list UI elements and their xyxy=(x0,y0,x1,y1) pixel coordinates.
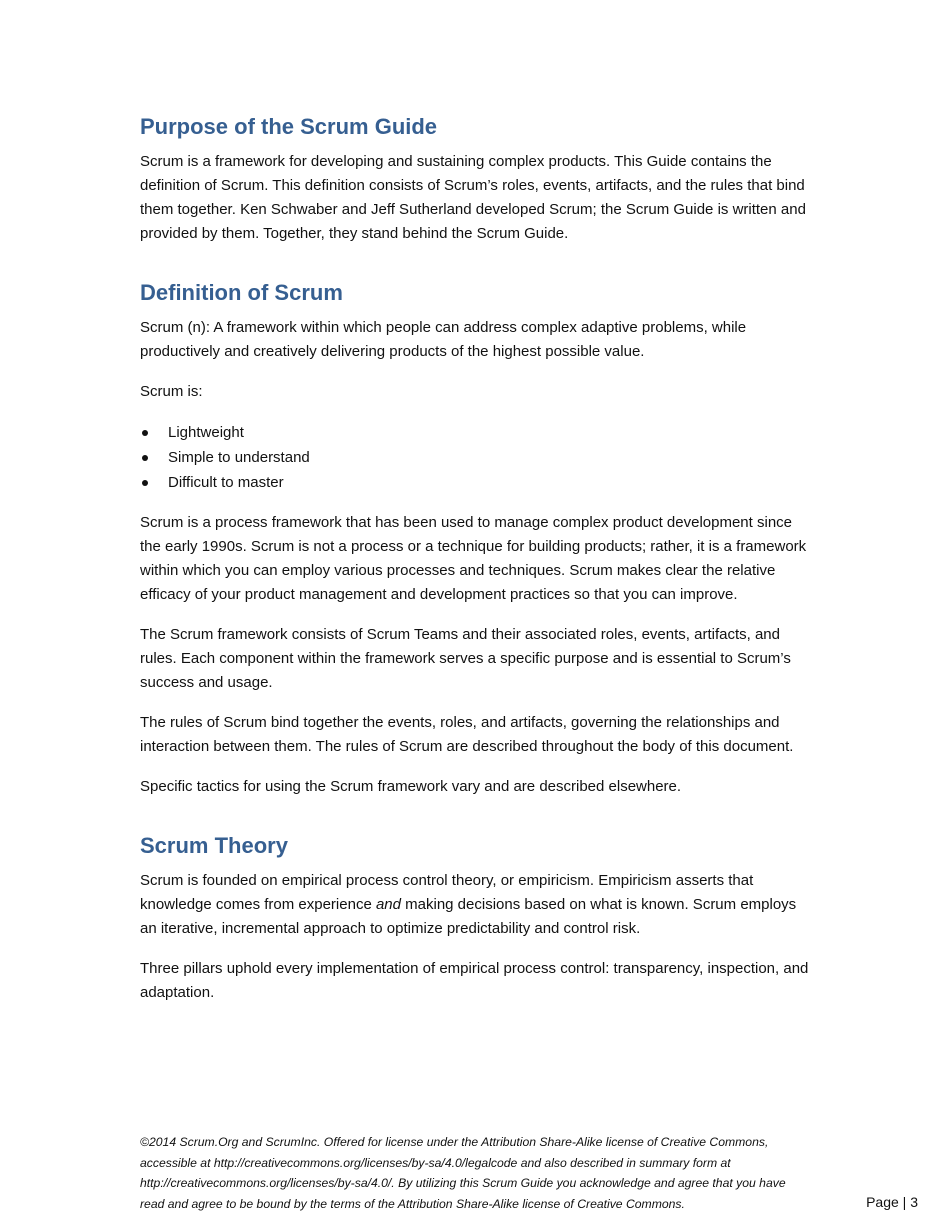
theory-paragraph-2: Three pillars uphold every implementation of empirical process control: transparency, inspection, and adaptation. xyxy=(140,960,809,1001)
page-number: Page | 3 xyxy=(866,1194,918,1210)
definition-paragraph-5: The rules of Scrum bind together the events, roles, and artifacts, governing the relationships and interaction between them. The rules of Scrum are described throughout the body of this document. xyxy=(140,714,794,755)
list-item xyxy=(140,470,812,495)
document-page xyxy=(140,110,812,1005)
theory-emphasis: and xyxy=(375,896,401,913)
list-item-label: Difficult to master xyxy=(168,474,284,491)
bullet-icon xyxy=(142,480,148,486)
list-item xyxy=(140,445,812,470)
definition-paragraph-2: Scrum is: xyxy=(140,383,203,400)
section-theory xyxy=(140,829,812,1005)
definition-paragraph-1: Scrum (n): A framework within which people can address complex adaptive problems, while productively and creatively delivering products of the highest possible value. xyxy=(140,319,747,360)
bullet-icon xyxy=(142,455,148,461)
bullet-icon xyxy=(142,430,148,436)
theory-paragraph-1-end: making decisions based on what is known. Scrum employs an iterative, incremental approach to optimize predictability and control risk. xyxy=(140,896,797,937)
theory-paragraph-1-start: Scrum is founded on empirical process control theory, or empiricism. Empiricism asserts that knowledge comes from experience xyxy=(140,872,754,913)
scrum-qualities-list xyxy=(140,420,812,495)
list-item-label: Lightweight xyxy=(168,424,244,441)
purpose-paragraph: Scrum is a framework for developing and sustaining complex products. This Guide contains the definition of Scrum. This definition consists of Scrum’s roles, events, artifacts, and the rules that bind them together. Ken Schwaber and Jeff Sutherland developed Scrum; the Scrum Guide is written and provided by them. Together, they stand behind the Scrum Guide. xyxy=(140,153,806,242)
theory-paragraph-1 xyxy=(140,869,812,941)
heading-definition: Definition of Scrum xyxy=(140,280,343,305)
heading-purpose: Purpose of the Scrum Guide xyxy=(140,114,438,139)
heading-theory: Scrum Theory xyxy=(140,833,288,858)
definition-paragraph-4: The Scrum framework consists of Scrum Teams and their associated roles, events, artifacts, and rules. Each component within the framework serves a specific purpose and is essential to Scrum’s success and usage. xyxy=(140,626,791,691)
definition-paragraph-6: Specific tactics for using the Scrum framework vary and are described elsewhere. xyxy=(140,778,682,795)
list-item-label: Simple to understand xyxy=(168,449,310,466)
section-definition xyxy=(140,276,812,799)
section-purpose xyxy=(140,110,812,246)
definition-paragraph-3: Scrum is a process framework that has been used to manage complex product development since the early 1990s. Scrum is not a process or a technique for building products; rather, it is a framework within which you can employ various processes and techniques. Scrum makes clear the relative efficacy of your product management and development practices so that you can improve. xyxy=(140,514,807,603)
license-footer: ©2014 Scrum.Org and ScrumInc. Offered for license under the Attribution Share-Alike license of Creative Commons, accessible at http://creativecommons.org/licenses/by-sa/4.0/legalcode and also described in summary form at http://creativecommons.org/licenses/by-sa/4.0/. By utilizing this Scrum Guide you acknowledge and agree that you have read and agree to be bound by the terms of the Attribution Share-Alike license of Creative Commons. xyxy=(140,1135,786,1211)
list-item xyxy=(140,420,812,445)
